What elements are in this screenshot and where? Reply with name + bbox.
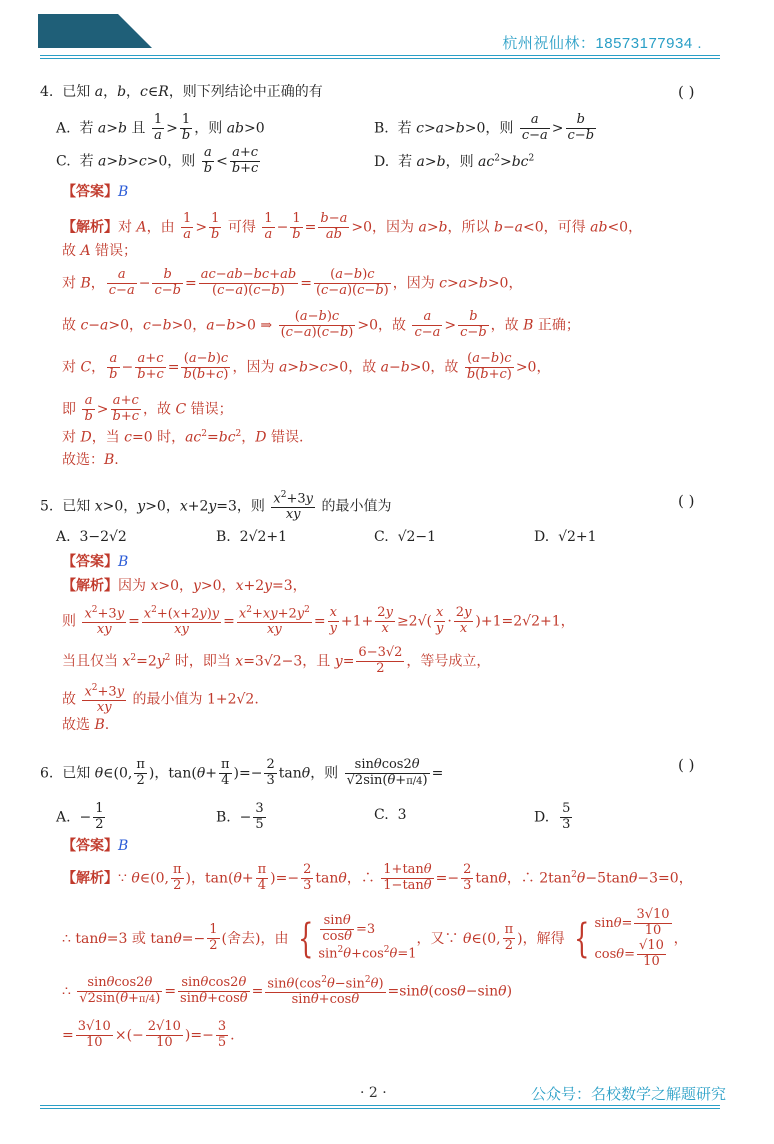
q6-stem: 6. 已知 θ∈(0, $\frac{\pi}{2}$ )，tan(θ+ $\frac{\pi}{4}$ )=− $\frac{2}{3}$ tanθ，则 $\frac{\sin\theta\cos 2\theta}{√2\sin(\theta+\pi/4)}$ =	[40, 757, 444, 788]
q5-option-b[interactable]: B. 2√2+1	[216, 529, 288, 545]
footer-rule	[40, 1105, 720, 1106]
q6-solution-line-3: ∴ $\frac{\sin\theta\cos 2\theta}{√2\sin(\theta+\pi/4)}$ = $\frac{\sin\theta\cos 2\theta}{\sin\theta+\cos\theta}$ = $\frac{\sin\theta(\cos^2\theta-\sin^2\theta)}{\sin\theta+\cos\theta}$ =sinθ(cosθ−sinθ)	[62, 975, 513, 1008]
q4-solution-line-7: 对 D，当 c=0 时，$ac^2=bc^2$，D 错误.	[62, 429, 304, 446]
q4-solution-line-3: 对 B， $\frac{a}{c-a}$ − $\frac{b}{c-b}$ = $\frac{ac-ab-bc+ab}{(c-a)(c-b)}$ = $\frac{(a-b)c}{(c-a)(c-b)}$ ，因为 c>a>b>0，	[62, 267, 523, 298]
header-rule	[40, 55, 720, 56]
q5-solution-line-5: 故选 B.	[62, 717, 110, 733]
header-rule-secondary	[40, 58, 720, 59]
q5-option-c[interactable]: C. √2−1	[374, 529, 437, 545]
q5-stem: 5. 已知 x>0，y>0，x+2y=3，则 $\frac{x^2+3y}{xy}$ 的最小值为	[40, 490, 392, 523]
q4-solution-line-6: 即 $\frac{a}{b}$ > $\frac{a+c}{b+c}$ ，故 C 错误；	[62, 393, 233, 424]
page-number: · 2 ·	[360, 1085, 387, 1101]
q5-option-a[interactable]: A. 3−2√2	[56, 529, 127, 545]
q6-option-b[interactable]: B. − $\frac{3}{5}$	[216, 801, 264, 832]
q4-solution-line-5: 对 C， $\frac{a}{b}$ − $\frac{a+c}{b+c}$ = $\frac{(a-b)c}{b(b+c)}$ ，因为 a>b>c>0，故 a−b>0，故 $\frac{(a-b)c}{b(b+c)}$ >0，	[62, 351, 551, 382]
q5-bracket: ( )	[678, 492, 695, 510]
header-contact: 杭州祝仙林：18573177934 .	[502, 35, 702, 52]
q6-option-a[interactable]: A. − $\frac{1}{2}$	[56, 801, 104, 832]
q4-answer: 【答案】B	[62, 184, 129, 200]
q4-solution-line-2: 故 A 错误；	[62, 243, 138, 259]
q6-option-d[interactable]: D. $\frac{5}{3}$	[534, 801, 571, 832]
q4-solution-line-8: 故选：B.	[62, 452, 119, 468]
q4-number: 4.	[40, 84, 54, 100]
q6-option-c[interactable]: C. 3	[374, 807, 407, 823]
q5-answer: 【答案】B	[62, 554, 129, 570]
q6-bracket: ( )	[678, 756, 695, 774]
q4-bracket: ( )	[678, 83, 695, 101]
q5-solution-line-1: 【解析】因为 x>0，y>0，x+2y=3，	[62, 578, 307, 594]
q5-solution-line-2: 则 $\frac{x^2+3y}{xy}$ = $\frac{x^2+(x+2y)y}{xy}$ = $\frac{x^2+xy+2y^2}{xy}$ = $\frac{x}{y}$ +1+ $\frac{2y}{x}$ ≥2√( $\frac{x}{y}$ · $\frac{2y}{x}$ )+1=2√2+1，	[62, 605, 575, 638]
q4-solution-line-4: 故 c−a>0，c−b>0，a−b>0 ⇒ $\frac{(a-b)c}{(c-a)(c-b)}$ >0，故 $\frac{a}{c-a}$ > $\frac{b}{c-b}$ ，故 B 正确；	[62, 309, 580, 340]
q6-solution-line-2: ∴ tanθ=3 或 tanθ=− $\frac{1}{2}$ (舍去)，由 { $\frac{\sin\theta}{\cos\theta}$ =3 $\sin^2\theta+\cos^2\theta=1$，又∵ θ∈(0, $\frac{\pi}{2}$ )，解得 { sinθ= $\frac{3√10}{10}$ cosθ= $\frac{√10}{10}$ ，	[62, 907, 688, 969]
q4-option-b[interactable]: B. 若 c>a>b>0，则 $\frac{a}{c-a}$ > $\frac{b}{c-b}$	[374, 112, 595, 143]
q6-number: 6.	[40, 765, 54, 782]
q4-option-c[interactable]: C. 若 a>b>c>0，则 $\frac{a}{b}$ < $\frac{a+c}{b+c}$	[56, 145, 259, 176]
q4-stem: 4. 已知 a，b，c∈R，则下列结论中正确的有	[40, 84, 323, 100]
q4-option-a[interactable]: A. 若 a>b 且 $\frac{1}{a}$ > $\frac{1}{b}$ ，则 ab>0	[56, 112, 265, 143]
footer-wechat: 公众号：名校数学之解题研究	[530, 1086, 726, 1103]
q6-solution-line-4: = $\frac{3√10}{10}$ ×(− $\frac{2√10}{10}$ )=− $\frac{3}{5}$ .	[62, 1019, 235, 1050]
q5-solution-line-3: 当且仅当 $x^2=2y^2$ 时，即当 x=3√2−3，且 y= $\frac{6-3√2}{2}$ ，等号成立，	[62, 645, 491, 676]
q5-solution-line-4: 故 $\frac{x^2+3y}{xy}$ 的最小值为 1+2√2.	[62, 683, 259, 716]
q4-option-d[interactable]: D. 若 a>b，则 $ac^2>bc^2$	[374, 153, 535, 170]
footer-rule-secondary	[40, 1108, 720, 1109]
q6-answer: 【答案】B	[62, 838, 129, 854]
q6-solution-line-1: 【解析】∵ θ∈(0, $\frac{\pi}{2}$ )，tan(θ+ $\frac{\pi}{4}$ )=− $\frac{2}{3}$ tanθ，∴ $\frac{1+\tan\theta}{1-\tan\theta}$ =− $\frac{2}{3}$ tanθ，∴ $2\tan^2\theta-5\tan\theta-3=0$，	[62, 862, 693, 893]
q5-option-d[interactable]: D. √2+1	[534, 529, 597, 545]
q4-solution-line-1: 【解析】对 A，由 $\frac{1}{a}$ > $\frac{1}{b}$ 可得 $\frac{1}{a}$ − $\frac{1}{b}$ = $\frac{b-a}{ab}$ >0，因为 a>b，所以 b−a<0，可得 ab<0，	[62, 211, 643, 242]
q5-number: 5.	[40, 498, 54, 515]
